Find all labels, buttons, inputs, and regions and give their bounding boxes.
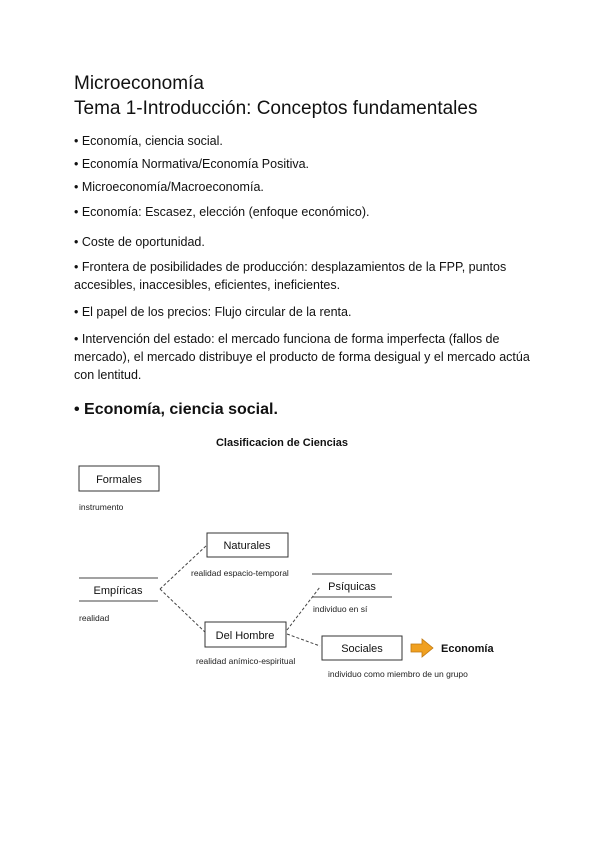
diagram-title: Clasificacion de Ciencias [215, 437, 349, 449]
document-title: Microeconomía [74, 73, 204, 94]
formales-label: Formales [96, 474, 142, 486]
arrow-right-icon [411, 639, 433, 657]
bullet-item: • El papel de los precios: Flujo circular de la renta. [74, 305, 352, 319]
empiricas-caption: realidad [79, 613, 110, 623]
hombre-caption: realidad anímico-espiritual [196, 656, 296, 666]
bullet-item: • Economía, ciencia social. [74, 134, 223, 148]
formales-caption: instrumento [79, 502, 124, 512]
bullet-item: • Coste de oportunidad. [74, 235, 205, 249]
connector-naturales [160, 545, 207, 589]
connector-sociales [287, 634, 320, 646]
bullet-item: • Microeconomía/Macroeconomía. [74, 180, 264, 194]
sociales-label: Sociales [341, 643, 383, 655]
section-heading: • Economía, ciencia social. [74, 401, 278, 418]
sociales-caption: individuo como miembro de un grupo [328, 669, 468, 679]
connector-hombre [160, 589, 207, 634]
naturales-caption: realidad espacio-temporal [191, 568, 289, 578]
psiquicas-caption: individuo en sí [313, 604, 368, 614]
hombre-label: Del Hombre [215, 630, 275, 642]
economia-label: Economía [441, 643, 494, 655]
empiricas-label: Empíricas [93, 585, 143, 597]
bullet-item: • Intervención del estado: el mercado funciona de forma imperfecta (fallos de mercado), el mercado distribuye el producto de forma desigual y el mercado actúa con lentitud. [74, 332, 530, 382]
bullet-item: • Frontera de posibilidades de producción: desplazamientos de la FPP, puntos accesibles, inaccesibles, eficientes, ineficientes. [74, 260, 507, 292]
document-subtitle: Tema 1-Introducción: Conceptos fundamentales [74, 98, 478, 119]
bullet-item: • Economía Normativa/Economía Positiva. [74, 157, 310, 171]
naturales-label: Naturales [223, 540, 271, 552]
bullet-item: • Economía: Escasez, elección (enfoque económico). [74, 205, 370, 219]
psiquicas-label: Psíquicas [328, 581, 376, 593]
